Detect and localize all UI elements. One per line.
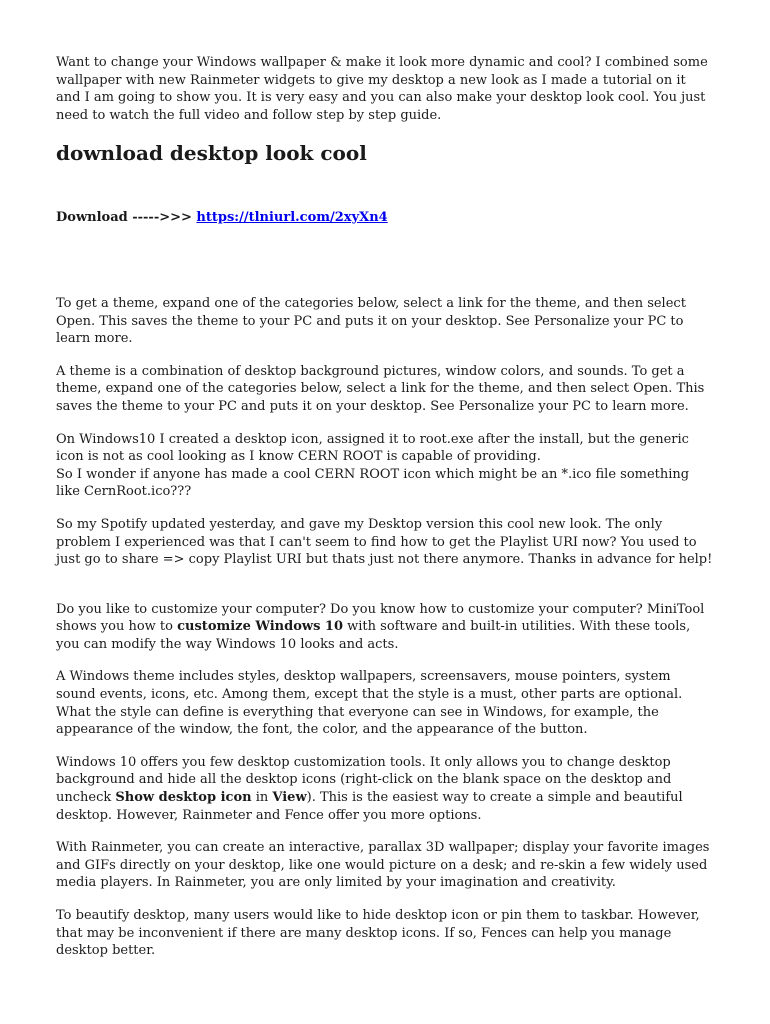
paragraph-customize — [56, 601, 714, 654]
customize-text-b: with software and built-in utilities. With these tools, you can modify the way Windows 10 looks and acts. — [56, 619, 691, 652]
paragraph-fences: To beautify desktop, many users would like to hide desktop icon or pin them to taskbar. However, that may be inconvenient if there are many desktop icons. If so, Fences can help you manage desktop better. — [56, 908, 700, 959]
tools-text-a: Windows 10 offers you few desktop customization tools. It only allows you to change desktop background and hide all the desktop icons (right-click on the blank space on the desktop and uncheck — [56, 754, 672, 806]
paragraph-theme-definition: A theme is a combination of desktop background pictures, window colors, and sounds. To get a theme, expand one of the categories below, select a link for the theme, and then select Open. This saves the theme to your PC and puts it on your desktop. See Personalize your PC to learn more. — [56, 363, 705, 414]
customize-text-a: Do you like to customize your computer? Do you know how to customize your computer? MiniTool shows you how to — [56, 601, 705, 635]
customize-bold: customize Windows 10 — [177, 619, 344, 635]
intro-paragraph: Want to change your Windows wallpaper & make it look more dynamic and cool? I combined some wallpaper with new Rainmeter widgets to give my desktop a new look as I made a tutorial on it and I am going to show you. It is very easy and you can also make your desktop look cool. You just need to watch the full video and follow step by step guide. — [56, 55, 708, 123]
tools-bold-show-desktop-icon: Show desktop icon — [115, 790, 252, 806]
download-label: Download ----->>> — [56, 210, 197, 226]
tools-text-c: ). This is the easiest way to create a simple and beautiful desktop. However, Rainmeter and Fence offer you more options. — [56, 790, 683, 823]
tools-text-b: in — [251, 790, 273, 806]
paragraph-rainmeter: With Rainmeter, you can create an interactive, parallax 3D wallpaper; display your favorite images and GIFs directly on your desktop, like one would picture on a desk; and re-skin a few widely used media players. In Rainmeter, you are only limited by your imagination and creativity. — [56, 840, 710, 891]
paragraph-windows-theme: A Windows theme includes styles, desktop wallpapers, screensavers, mouse pointers, system sound events, icons, etc. Among them, except that the style is a must, other parts are optional. What the style can define is everything that everyone can see in Windows, for example, the appearance of the window, the font, the color, and the appearance of the button. — [56, 669, 683, 738]
paragraph-customization-tools — [56, 754, 714, 824]
download-link[interactable]: https://tlniurl.com/2xyXn4 — [196, 210, 388, 226]
download-line — [56, 209, 714, 227]
paragraph-spotify: So my Spotify updated yesterday, and gave my Desktop version this cool new look. The only problem I experienced was that I can't seem to find how to get the Playlist URI now? You used to just go to share => copy Playlist URI but thats just not there anymore. Thanks in advance for help! — [56, 516, 713, 568]
tools-bold-view: View — [272, 790, 307, 806]
cern-root-line-2: So I wonder if anyone has made a cool CERN ROOT icon which might be an *.ico file something like CernRoot.ico??? — [56, 466, 690, 500]
page-title: download desktop look cool — [56, 141, 367, 166]
paragraph-theme-intro: To get a theme, expand one of the categories below, select a link for the theme, and then select Open. This saves the theme to your PC and puts it on your desktop. See Personalize your PC to learn more. — [56, 295, 686, 347]
paragraph-cern-root — [56, 431, 714, 501]
cern-root-line-1: On Windows10 I created a desktop icon, assigned it to root.exe after the install, but the generic icon is not as cool looking as I know CERN ROOT is capable of providing. — [56, 431, 689, 465]
